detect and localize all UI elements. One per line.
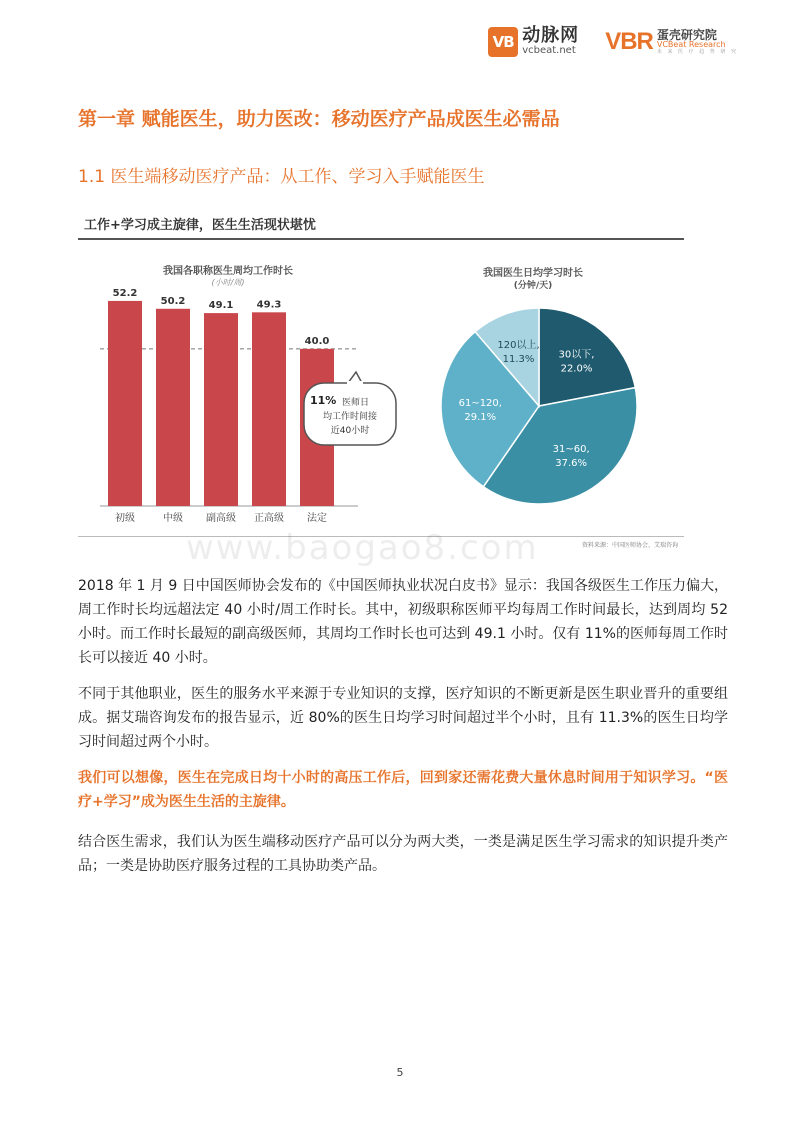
bar-category-label: 法定: [307, 513, 327, 524]
bar: [252, 312, 286, 506]
bar-category-label: 中级: [163, 513, 183, 524]
vcbeat-logo-name: 动脉网: [522, 25, 580, 47]
vbr-logo-mark: VBR: [605, 28, 653, 55]
pie-slice-percent: 11.3%: [502, 353, 535, 365]
bar-category-label: 正高级: [254, 513, 284, 524]
bar-value-label: 49.1: [208, 300, 234, 312]
bar-category-label: 副高级: [206, 513, 236, 524]
pie-chart-title: 我国医生日均学习时长: [483, 268, 583, 279]
paragraph-2: 不同于其他职业，医生的服务水平来源于专业知识的支撑，医疗知识的不断更新是医生职业晋升的重要组成。据艾瑞咨询发布的报告显示，近 80%的医生日均学习时间超过半个小时，且有 11.3%的医生日均学习时间超过两个小时。: [78, 686, 728, 750]
page-number: 5: [396, 1066, 404, 1079]
bar-value-label: 52.2: [112, 287, 138, 299]
pie-slice-percent: 37.6%: [555, 458, 588, 470]
bar-value-label: 40.0: [304, 335, 330, 347]
bar-value-label: 50.2: [160, 295, 186, 307]
bar: [204, 313, 238, 506]
watermark: www.baogao8.com: [186, 528, 539, 568]
bar-chart-unit: (小时/周): [211, 278, 245, 287]
bar: [156, 309, 190, 506]
callout-bubble-tail-mask: [347, 381, 363, 385]
vbr-logo-name: 蛋壳研究院: [656, 27, 717, 42]
vcbeat-logo-mark: VB: [488, 27, 518, 57]
callout-line: 医师日: [342, 398, 370, 408]
vcbeat-logo-url: vcbeat.net: [522, 45, 576, 57]
pie-chart: [423, 286, 663, 536]
pie-slice-label: 31~60,: [552, 444, 590, 456]
figure: [78, 206, 684, 558]
bar-value-label: 49.3: [256, 299, 282, 311]
pie-slice-label: 30以下,: [558, 349, 595, 361]
vbr-logo-sub: VCBeat Research: [656, 40, 726, 50]
pie-slice-percent: 29.1%: [464, 412, 497, 424]
page-header: [488, 22, 738, 62]
bar-chart-title: 我国各职称医生周均工作时长: [163, 266, 293, 277]
bar-category-label: 初级: [115, 513, 135, 524]
pie-slice-label: 61~120,: [458, 398, 502, 410]
pie-chart-unit: (分钟/天): [513, 281, 553, 291]
chapter-title: 第一章 赋能医生，助力医改：移动医疗产品成医生必需品: [78, 108, 560, 130]
vcbeat-logo: [488, 27, 579, 57]
vbr-logo: [605, 28, 738, 56]
bar: [108, 301, 142, 506]
paragraph-4: 结合医生需求，我们认为医生端移动医疗产品可以分为两大类，一类是满足医生学习需求的知识提升类产品；一类是协助医疗服务过程的工具协助类产品。: [78, 834, 728, 874]
callout-line: 均工作时间接: [322, 412, 378, 422]
section-title: 1.1 医生端移动医疗产品：从工作、学习入手赋能医生: [78, 167, 485, 187]
paragraph-1: 2018 年 1 月 9 日中国医师协会发布的《中国医师执业状况白皮书》显示：我国各级医生工作压力偏大，周工作时长均远超法定 40 小时/周工作时长。其中，初级职称医师平均每周工作时间最长，达到周均 52 小时。而工作时长最短的副高级医师，其周均工作时长也可达到 49.1 小时。仅有 11%的医师每周工作时长可以接近 40 小时。: [78, 578, 728, 666]
paragraph-highlight: 我们可以想像，医生在完成日均十小时的高压工作后，回到家还需花费大量休息时间用于知识学习。“医疗+学习”成为医生生活的主旋律。: [78, 770, 728, 810]
pie-slice-percent: 22.0%: [560, 363, 593, 375]
figure-source: 资料来源：中国医师协会、艾瑞咨询: [581, 542, 678, 549]
callout-line: 近40小时: [330, 426, 370, 436]
callout-percent: 11%: [310, 394, 337, 407]
vbr-logo-tagline: 未 来 医 疗 趋 势 研 究: [656, 48, 738, 55]
bar-chart: [78, 286, 398, 536]
figure-header: [78, 206, 684, 240]
figure-title: 工作+学习成主旋律，医生生活现状堪忧: [84, 218, 316, 233]
pie-slice-label: 120以上,: [497, 339, 540, 351]
